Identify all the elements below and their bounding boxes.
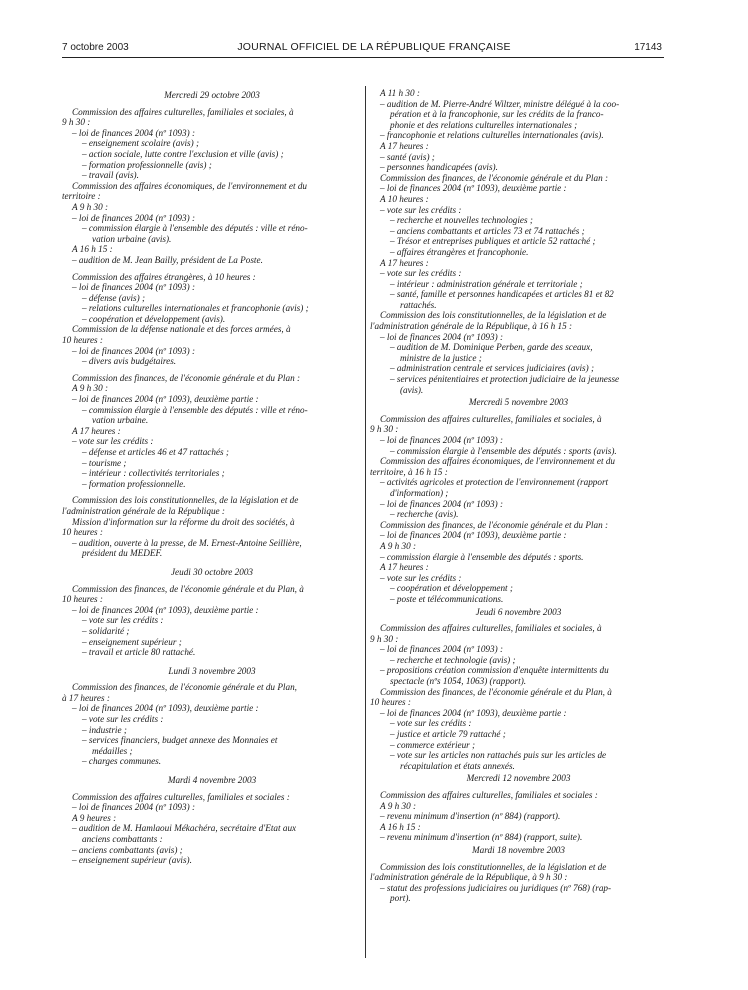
agenda-line: – commerce extérieur ; [390,739,476,750]
page-header [0,0,748,60]
agenda-line: – personnes handicapées (avis). [380,162,498,173]
agenda-line: port). [390,893,411,904]
agenda-line: rattachés. [400,299,437,310]
agenda-line: – loi de finances 2004 (nº 1093) : [380,644,504,655]
agenda-line: – services financiers, budget annexe des Monnaies et [82,735,278,746]
agenda-line: A 9 heures : [72,812,117,823]
agenda-line: – relations culturelles internationales et francophonie (avis) ; [82,303,309,314]
agenda-line: anciens combattants : [82,834,163,844]
agenda-line: – statut des professions judiciaires ou juridiques (nº 768) (rap- [380,882,612,893]
agenda-line: – Trésor et entreprises publiques et article 52 rattaché ; [390,236,596,247]
date-heading: Mardi 18 novembre 2003 [472,844,565,855]
agenda-line: A 17 heures : [380,257,429,268]
spacer [62,767,362,773]
agenda-line: – vote sur les crédits : [380,572,462,583]
agenda-line: – solidarité ; [82,625,130,636]
agenda-line: – services pénitentiaires et protection judiciaire de la jeunesse [390,374,620,385]
agenda-line: – intérieur : collectivités territoriales ; [82,468,225,479]
agenda-line: – affaires étrangères et francophonie. [390,246,529,257]
agenda-line: – anciens combattants (avis) ; [72,844,183,855]
agenda-line: – administration centrale et services judiciaires (avis) ; [390,363,595,374]
agenda-line: A 16 h 15 : [72,244,113,255]
agenda-line: – loi de finances 2004 (nº 1093) : [72,345,196,356]
agenda-line: – audition de M. Pierre-André Wiltzer, ministre délégué à la coo- [380,98,620,109]
agenda-line: – coopération et développement (avis). [82,313,226,324]
agenda-line: A 17 heures : [380,140,429,151]
agenda-line: – loi de finances 2004 (nº 1093) : [72,212,196,223]
agenda-line: 10 heures : [62,335,103,346]
agenda-line: – commission élargie à l'ensemble des députés : sports (avis). [390,445,617,456]
agenda-line: – revenu minimum d'insertion (nº 884) (rapport, suite). [380,832,583,843]
left-column [62,88,362,866]
agenda-line: – divers avis budgétaires. [82,356,177,367]
agenda-line: – commission élargie à l'ensemble des députés : ville et réno- [82,404,308,415]
agenda-line: Commission des finances, de l'économie générale et du Plan, à [72,583,304,594]
agenda-line: – formation professionnelle. [82,478,186,489]
agenda-line: A 9 h 30 : [380,540,417,551]
agenda-line: – loi de finances 2004 (nº 1093) : [72,802,196,813]
agenda-line: spectacle (nºs 1054, 1063) (rapport). [390,676,527,687]
agenda-line: – recherche et nouvelles technologies ; [390,215,533,226]
agenda-line: Commission des affaires culturelles, familiales et sociales, à [380,413,602,424]
agenda-line: – vote sur les crédits : [82,615,164,626]
agenda-line: – poste et télécommunications. [390,593,504,604]
agenda-line: – audition de M. Hamlaoui Mékachéra, secrétaire d'Etat aux [72,823,297,834]
agenda-line: – enseignement supérieur (avis). [72,855,192,866]
agenda-line: – vote sur les articles non rattachés puis sur les articles de [390,750,607,761]
agenda-line: – enseignement supérieur ; [82,636,182,647]
agenda-line: A 17 heures : [72,425,121,436]
date-heading: Mercredi 29 octobre 2003 [164,90,260,100]
agenda-line: vation urbaine (avis). [92,233,172,244]
agenda-line: 10 heures : [370,697,411,708]
agenda-line: – propositions création commission d'enquête intermittents du [380,665,609,676]
agenda-line: Commission des affaires culturelles, familiales et sociales : [72,791,290,802]
agenda-line: A 16 h 15 : [380,821,421,832]
agenda-line: – commission élargie à l'ensemble des députés : sports. [380,551,584,562]
agenda-line: territoire, à 16 h 15 : [370,466,448,477]
agenda-line: médailles ; [92,745,133,756]
agenda-line: président du MEDEF. [82,548,163,559]
agenda-line: l'administration générale de la République, à 16 h 15 : [370,321,573,332]
agenda-line: – loi de finances 2004 (nº 1093) : [380,498,504,509]
date-heading: Lundi 3 novembre 2003 [168,665,256,676]
agenda-line: à 17 heures : [62,692,110,703]
date-heading: Jeudi 30 octobre 2003 [170,566,254,577]
agenda-line: l'administration générale de la République : [62,505,225,516]
agenda-line: – enseignement scolaire (avis) ; [82,138,200,149]
date-heading: Mercredi 12 novembre 2003 [466,773,571,784]
page-number: 17143 [634,42,662,53]
column-divider [365,86,366,958]
agenda-line: Commission des finances, de l'économie générale et du Plan : [72,372,301,383]
agenda-line: – coopération et développement ; [390,583,513,594]
agenda-line: Commission de la défense nationale et des forces armées, à [72,324,291,335]
agenda-line: – loi de finances 2004 (nº 1093), deuxième partie : [380,530,567,541]
agenda-line: – vote sur les crédits : [390,718,472,729]
agenda-line: d'information) ; [390,487,449,498]
agenda-line: A 11 h 30 : [380,88,420,98]
agenda-line: – action sociale, lutte contre l'exclusion et ville (avis) ; [82,148,284,159]
agenda-line: Mission d'information sur la réforme du droit des sociétés, à [72,516,295,527]
agenda-line: – vote sur les crédits : [72,436,154,447]
agenda-line: 10 heures : [62,527,103,538]
journal-title: JOURNAL OFFICIEL DE LA RÉPUBLIQUE FRANÇAISE [237,41,511,53]
agenda-line: A 17 heures : [380,562,429,573]
agenda-line: – loi de finances 2004 (nº 1093), deuxième partie : [72,394,259,405]
agenda-line: – audition, ouverte à la presse, de M. Ernest-Antoine Seillière, [72,537,302,548]
agenda-line: – revenu minimum d'insertion (nº 884) (rapport). [380,811,561,822]
agenda-line: territoire : [62,191,101,202]
agenda-line: – travail et article 80 rattaché. [82,647,196,658]
agenda-line: 9 h 30 : [62,117,91,128]
agenda-line: – loi de finances 2004 (nº 1093) : [380,331,504,342]
agenda-line: – loi de finances 2004 (nº 1093) : [72,282,196,293]
agenda-line: – défense (avis) ; [82,292,146,303]
agenda-line: Commission des affaires étrangères, à 10 heures : [72,271,256,282]
agenda-line: pération et à la francophonie, sur les crédits de la franco- [390,109,604,120]
agenda-line: phonie et des relations culturelles internationales ; [390,119,578,130]
agenda-line: – audition de M. Jean Bailly, président de La Poste. [72,254,263,265]
agenda-line: – vote sur les crédits : [82,714,164,725]
agenda-line: Commission des affaires culturelles, familiales et sociales, à [72,106,294,117]
agenda-line: Commission des affaires économiques, de l'environnement et du [72,180,308,191]
agenda-line: – anciens combattants et articles 73 et 74 rattachés ; [390,225,585,236]
header-date: 7 octobre 2003 [62,42,129,53]
agenda-line: Commission des affaires culturelles, familiales et sociales, à [380,623,602,634]
date-heading: Mardi 4 novembre 2003 [167,775,257,786]
agenda-line: – charges communes. [82,756,162,767]
agenda-line: Commission des affaires économiques, de l'environnement et du [380,456,616,467]
agenda-line: – tourisme ; [82,457,127,468]
agenda-line: – travail (avis). [82,170,139,181]
agenda-line: – loi de finances 2004 (nº 1093), deuxième partie : [72,604,259,615]
agenda-line: – francophonie et relations culturelles internationales (avis). [380,130,604,141]
agenda-line: – activités agricoles et protection de l'environnement (rapport [380,477,609,488]
date-heading: Jeudi 6 novembre 2003 [475,606,562,617]
agenda-line: 10 heures : [62,594,103,605]
agenda-line: – défense et articles 46 et 47 rattachés ; [82,447,229,457]
agenda-line: – vote sur les crédits : [380,204,462,215]
agenda-line: ministre de la justice ; [400,352,482,363]
agenda-line: vation urbaine. [92,415,149,426]
agenda-line: – recherche et technologie (avis) ; [390,654,516,665]
agenda-line: – vote sur les crédits : [380,268,462,279]
agenda-line: A 9 h 30 : [72,201,109,212]
agenda-line: – commission élargie à l'ensemble des députés : ville et réno- [82,223,308,234]
agenda-line: – loi de finances 2004 (nº 1093) : [380,435,504,445]
header-rule [62,57,664,58]
agenda-line: – recherche (avis). [390,509,459,520]
agenda-line: Commission des finances, de l'économie générale et du Plan : [380,172,609,183]
agenda-line: – loi de finances 2004 (nº 1093), deuxième partie : [380,183,567,194]
agenda-line: – loi de finances 2004 (nº 1093), deuxième partie : [72,703,259,714]
agenda-line: l'administration générale de la République, à 9 h 30 : [370,872,568,883]
agenda-line: (avis). [400,384,424,395]
agenda-line: – loi de finances 2004 (nº 1093), deuxième partie : [380,707,567,718]
agenda-line: – intérieur : administration générale et territoriale ; [390,278,583,289]
agenda-line: Commission des lois constitutionnelles, de la législation et de [380,310,607,321]
agenda-line: A 9 h 30 : [380,800,417,811]
agenda-line: – santé (avis) ; [380,151,435,162]
agenda-line: récapitulation et états annexés. [400,760,515,771]
agenda-line: – audition de M. Dominique Perben, garde des sceaux, [390,342,593,353]
agenda-line: – santé, famille et personnes handicapées et articles 81 et 82 [390,289,614,300]
spacer [62,559,362,565]
agenda-line: – loi de finances 2004 (nº 1093) : [72,127,196,138]
agenda-line: – industrie ; [82,724,127,735]
agenda-line: Commission des finances, de l'économie générale et du Plan : [380,519,609,530]
right-column [370,88,667,904]
agenda-line: A 10 heures : [380,193,429,204]
agenda-line: A 9 h 30 : [72,383,109,394]
date-heading: Mercredi 5 novembre 2003 [468,397,569,408]
spacer [62,658,362,664]
agenda-line: 9 h 30 : [370,424,399,435]
agenda-line: Commission des lois constitutionnelles, de la législation et de [72,495,299,506]
agenda-line: Commission des lois constitutionnelles, de la législation et de [380,861,607,872]
agenda-line: 9 h 30 : [370,633,399,644]
agenda-line: Commission des affaires culturelles, familiales et sociales : [380,790,598,800]
agenda-line: – formation professionnelle (avis) ; [82,159,212,170]
agenda-line: Commission des finances, de l'économie générale et du Plan, [72,682,297,693]
agenda-line: Commission des finances, de l'économie générale et du Plan, à [380,686,612,697]
agenda-line: – justice et article 79 rattaché ; [390,729,506,740]
